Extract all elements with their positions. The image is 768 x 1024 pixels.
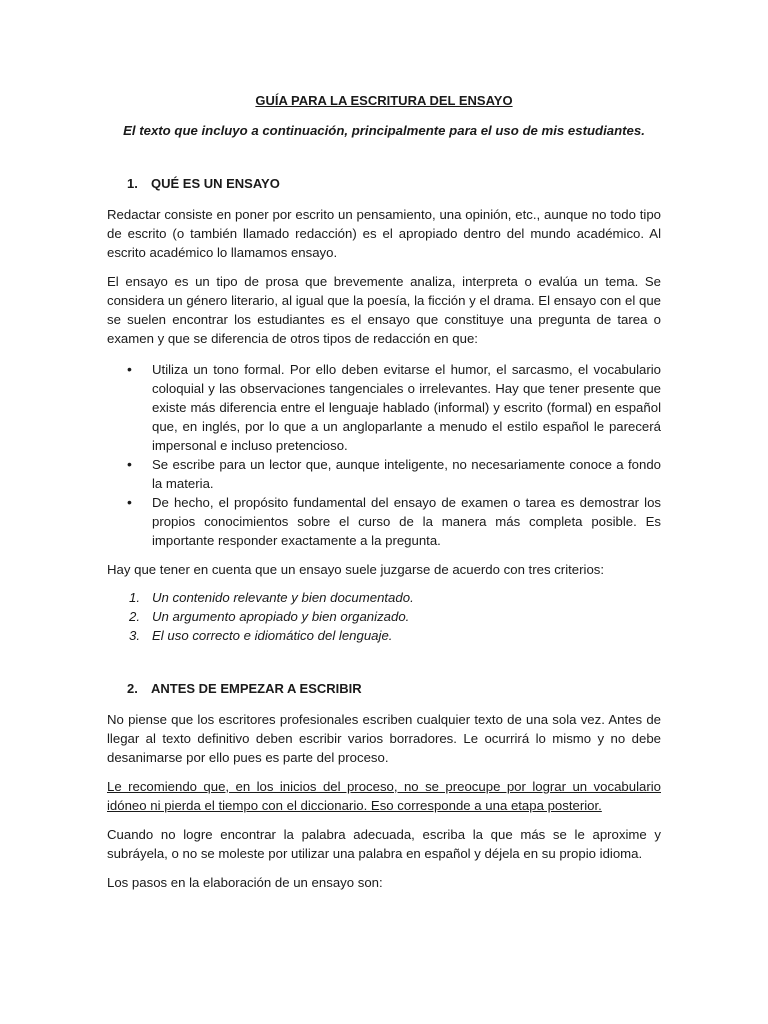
paragraph: Redactar consiste en poner por escrito un pensamiento, una opinión, etc., aunque no todo tipo de escrito (o también llamado redacción) es el apropiado dentro del mundo académico. Al escrito académico lo llamamos ensayo.: [107, 207, 661, 260]
list-number: 2.: [129, 609, 140, 624]
list-item-text: Un argumento apropiado y bien organizado.: [152, 609, 410, 624]
section-number: 1.: [127, 176, 138, 191]
list-item-text: Se escribe para un lector que, aunque inteligente, no necesariamente conoce a fondo la materia.: [152, 457, 661, 491]
list-item-text: El uso correcto e idiomático del lenguaje.: [152, 628, 393, 643]
section-heading-2: [107, 679, 661, 698]
list-item: [107, 455, 661, 493]
list-item-text: De hecho, el propósito fundamental del ensayo de examen o tarea es demostrar los propios conocimientos sobre el curso de la manera más completa posible. Es importante responder exactamente a la pregunta.: [152, 495, 661, 548]
section-heading-1: [107, 174, 661, 193]
paragraph: El ensayo es un tipo de prosa que brevemente analiza, interpreta o evalúa un tema. Se considera un género literario, al igual que la poesía, la ficción y el drama. El ensayo con el que se suelen encontrar los estudiantes es el ensayo que constituye una pregunta de tarea o examen y que se diferencia de otros tipos de redacción en que:: [107, 274, 661, 346]
bullet-icon: •: [127, 361, 132, 377]
section-number: 2.: [127, 681, 138, 696]
underlined-paragraph: Le recomiendo que, en los inicios del proceso, no se preocupe por lograr un vocabulario idóneo ni pierda el tiempo con el diccionario. Eso corresponde a una etapa posterior.: [107, 779, 661, 813]
list-item: [107, 607, 661, 626]
document-body: [107, 91, 661, 892]
document-subtitle: El texto que incluyo a continuación, principalmente para el uso de mis estudiantes.: [123, 123, 645, 138]
paragraph: Los pasos en la elaboración de un ensayo son:: [107, 875, 383, 890]
paragraph: Cuando no logre encontrar la palabra adecuada, escriba la que más se le aproxime y subráyela, o no se moleste por utilizar una palabra en español y déjela en su propio idioma.: [107, 827, 661, 861]
paragraph: No piense que los escritores profesionales escriben cualquier texto de una sola vez. Antes de llegar al texto definitivo deben escribir varios borradores. Le ocurrirá lo mismo y no debe desanimarse por ello pues es parte del proceso.: [107, 712, 661, 765]
list-number: 3.: [129, 628, 140, 643]
list-item-text: Utiliza un tono formal. Por ello deben evitarse el humor, el sarcasmo, el vocabulario coloquial y las observaciones tangenciales o irrelevantes. Hay que tener presente que existe más diferencia entre el lenguaje hablado (informal) y escrito (formal) en español que, en inglés, por lo que a un angloparlante a menudo el estilo español le parecerá impersonal e incluso pretencioso.: [152, 362, 661, 453]
criteria-list: [107, 588, 661, 645]
bullet-list: [107, 360, 661, 550]
list-item: [107, 626, 661, 645]
paragraph: Hay que tener en cuenta que un ensayo suele juzgarse de acuerdo con tres criterios:: [107, 562, 605, 577]
bullet-icon: •: [127, 494, 132, 510]
list-item: [107, 588, 661, 607]
section-title: QUÉ ES UN ENSAYO: [151, 176, 280, 191]
bullet-icon: •: [127, 456, 132, 472]
list-item: [107, 360, 661, 455]
section-title: ANTES DE EMPEZAR A ESCRIBIR: [151, 681, 362, 696]
document-title: GUÍA PARA LA ESCRITURA DEL ENSAYO: [255, 93, 513, 108]
list-item-text: Un contenido relevante y bien documentado.: [152, 590, 414, 605]
list-item: [107, 493, 661, 550]
list-number: 1.: [129, 590, 140, 605]
